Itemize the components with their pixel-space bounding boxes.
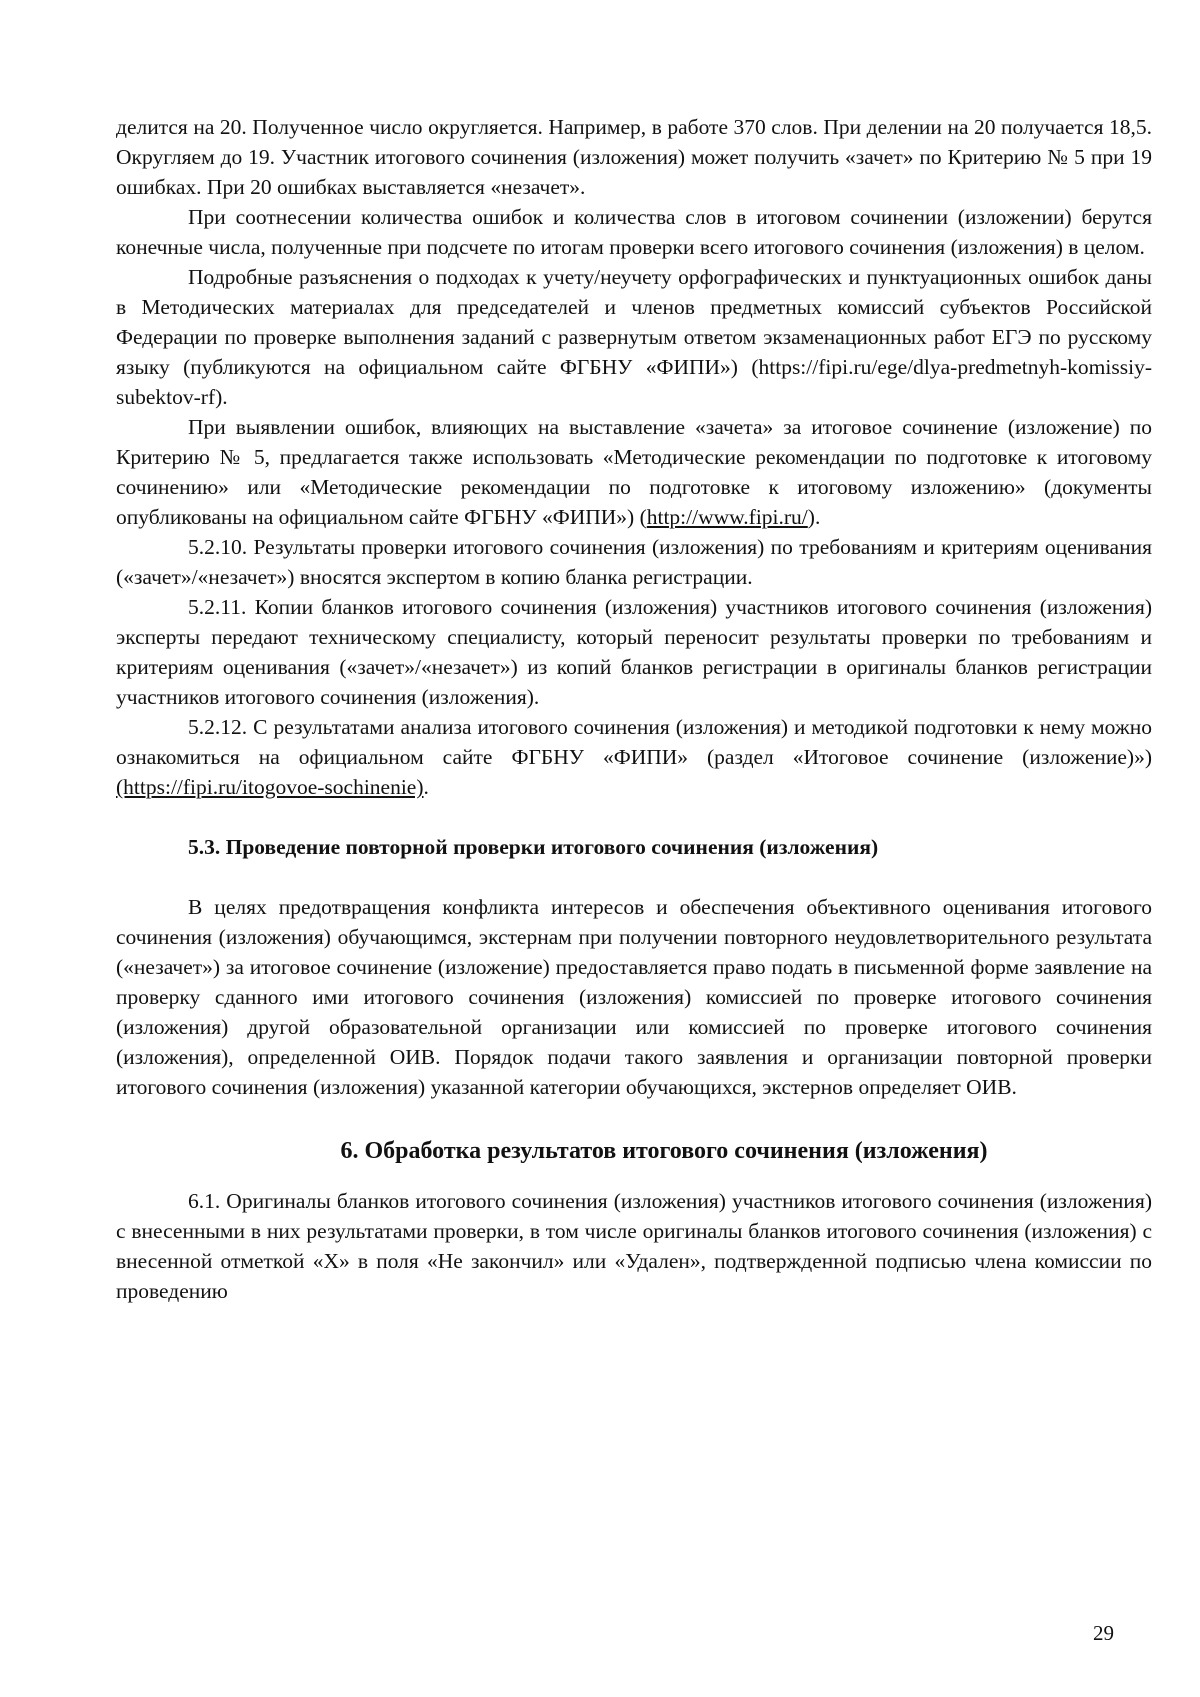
paragraph-error-count: При соотнесении количества ошибок и количества слов в итоговом сочинении (изложении) берутся конечные числа, полученные при подсчете по итогам проверки всего итогового сочинения (изложения) в целом. — [116, 205, 1152, 259]
paragraph-5-2-12-tail: . — [423, 775, 429, 799]
paragraph-word-count-example: делится на 20. Полученное число округляется. Например, в работе 370 слов. При делении на 20 получается 18,5. Округляем до 19. Участник итогового сочинения (изложения) может получить «зачет» по Критерию № 5 при 19 ошибках. При 20 ошибках выставляется «незачет». — [116, 115, 1152, 199]
paragraph-5-2-10: 5.2.10. Результаты проверки итогового сочинения (изложения) по требованиям и критериям оценивания («зачет»/«незачет») вносятся экспертом в копию бланка регистрации. — [116, 535, 1152, 589]
section-6-title: 6. Обработка результатов итогового сочинения (изложения) — [340, 1138, 988, 1164]
section-5-3-title: 5.3. Проведение повторной проверки итогового сочинения (изложения) — [188, 835, 879, 859]
section-5-3-text: В целях предотвращения конфликта интересов и обеспечения объективного оценивания итогового сочинения (изложения) обучающимся, экстернам при получении повторного неудовлетворительного результата («незачет») за итоговое сочинение (изложение) предоставляется право подать в письменной форме заявление на проверку сданного ими итогового сочинения (изложения) комиссией по проверке итогового сочинения (изложения) другой образовательной организации или комиссией по проверке итогового сочинения (изложения), определенной ОИВ. Порядок подачи такого заявления и организации повторной проверки итогового сочинения (изложения) указанной категории обучающихся, экстернов определяет ОИВ. — [116, 895, 1152, 1099]
paragraph-recommendations-text: При выявлении ошибок, влияющих на выставление «зачета» за итоговое сочинение (изложение) по Критерию № 5, предлагается также использовать «Методические рекомендации по подготовке к итоговому сочинению» или «Методические рекомендации по подготовке к итоговому изложению» (документы опубликованы на официальном сайте ФГБНУ «ФИПИ») ( — [116, 415, 1152, 529]
paragraph-5-2-12-text: 5.2.12. С результатами анализа итогового сочинения (изложения) и методикой подготовки к нему можно ознакомиться на официальном сайте ФГБНУ «ФИПИ» (раздел «Итоговое сочинение (изложение)») — [116, 715, 1152, 769]
paragraph-5-2-11: 5.2.11. Копии бланков итогового сочинения (изложения) участников итогового сочинения (изложения) эксперты передают техническому специалисту, который переносит результаты проверки по требованиям и критериям оценивания («зачет»/«незачет») из копий бланков регистрации в оригиналы бланков регистрации участников итогового сочинения (изложения). — [116, 595, 1152, 709]
fipi-link[interactable]: http://www.fipi.ru/ — [646, 505, 808, 529]
paragraph-recommendations-tail: ). — [807, 505, 821, 529]
itogovoe-sochinenie-link[interactable]: (https://fipi.ru/itogovoe-sochinenie) — [116, 775, 424, 799]
section-6-1-text: 6.1. Оригиналы бланков итогового сочинения (изложения) участников итогового сочинения (изложения) с внесенными в них результатами проверки, в том числе оригиналы бланков итогового сочинения (изложения) с внесенной отметкой «Х» в поля «Не закончил» или «Удален», подтвержденной подписью члена комиссии по проведению — [116, 1189, 1152, 1303]
page-content — [116, 112, 1152, 1306]
paragraph-recommendations — [116, 412, 1152, 532]
paragraph-methodical-materials: Подробные разъяснения о подходах к учету/неучету орфографических и пунктуационных ошибок даны в Методических материалах для председателей и членов предметных комиссий субъектов Российской Федерации по проверке выполнения заданий с развернутым ответом экзаменационных работ ЕГЭ по русскому языку (публикуются на официальном сайте ФГБНУ «ФИПИ») (https://fipi.ru/ege/dlya-predmetnyh-komissiy-subektov-rf). — [116, 265, 1152, 409]
paragraph-5-2-12 — [116, 712, 1152, 802]
page-number: 29 — [1093, 1621, 1114, 1645]
